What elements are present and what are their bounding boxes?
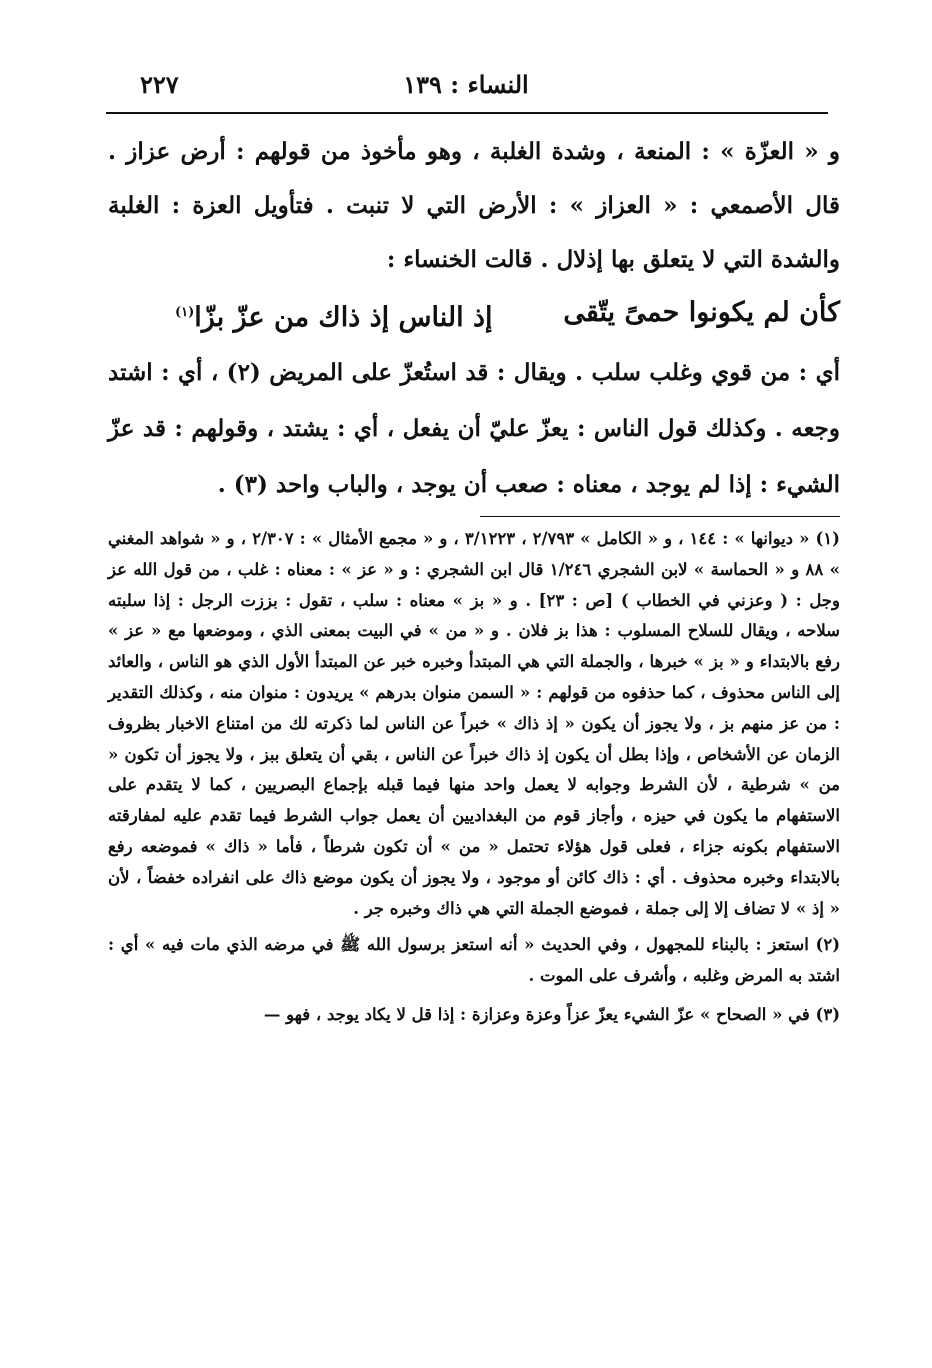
footnote-2: (٢) استعز : بالبناء للمجهول ، وفي الحديث « أنه استعز برسول الله ﷺ في مرضه الذي مات فيه » أي : اشتد به المرض وغلبه ، وأشرف على الموت .	[108, 935, 840, 986]
sura-reference: النساء : ١٣٩	[403, 70, 529, 99]
verse-hemistich-2-text: إذ الناس إذ ذاك من عزّ بزّا	[194, 302, 493, 333]
main-paragraph-1: و « العزّة » : المنعة ، وشدة الغلبة ، وهو مأخوذ من قولهم : أرض عزاز . قال الأصمعي : « العزاز » : الأرض التي لا تنبت . فتأويل العزة : الغلبة والشدة التي لا يتعلق بها إذلال . قالت الخنساء :	[108, 138, 840, 273]
footnotes	[108, 524, 840, 1031]
main-paragraph-2: أي : من قوي وغلب سلب . ويقال : قد استُعزّ على المريض (٢) ، أي : اشتد وجعه . وكذلك قول الناس : يعزّ عليّ أن يفعل ، أي : يشتد ، وقولهم : قد عزّ الشيء : إذا لم يوجد ، معناه : صعب أن يوجد ، والباب واحد (٣) .	[108, 359, 840, 498]
running-header	[105, 70, 827, 108]
verse-hemistich-1-text: كأن لم يكونوا حمىً يتّقى	[563, 297, 840, 328]
verse-footnote-ref: (١)	[175, 305, 195, 320]
main-text-top	[108, 125, 840, 287]
footnote-1: (١) « ديوانها » : ١٤٤ ، و « الكامل » ٢/٧٩٣ ، ٣/١٢٢٣ ، و « مجمع الأمثال » : ٢/٣٠٧ ، و « شواهد المغني » ٨٨ و « الحماسة » لابن الشجري ١/٢٤٦ قال ابن الشجري : و « عز » : معناه : غلب ، من قول الله عز وجل : ( وعزني في الخطاب ) [ص : ٢٣] . و « بز » معناه : سلب ، تقول : بززت الرجل : إذا سلبته سلاحه ، ويقال للسلاح المسلوب : هذا بز فلان . و « من » في البيت بمعنى الذي ، وموضعها مع « عز » رفع بالابتداء و « بز » خبرها ، والجملة التي هي المبتدأ وخبره خبر عن المبتدأ الأول الذي هو الناس ، والعائد إلى الناس محذوف ، كما حذفوه من قولهم : « السمن منوان بدرهم » يريدون : منوان منه ، وكذلك التقدير : من عز منهم بز ، ولا يجوز أن يكون « إذ ذاك » خبراً عن الناس لما ذكرته لك من امتناع الاخبار بظروف الزمان عن الأشخاص ، وإذا بطل أن يكون إذ ذاك خبراً عن الناس ، بقي أن يتعلق ببز ، ولا يجوز أن تكون « من » شرطية ، لأن الشرط وجوابه لا يعمل واحد منها فيما قبله بإجماع البصريين ، كما لا يتقدم على الاستفهام ما يكون في حيزه ، وأجاز قوم من البغداديين أن يعمل جواب الشرط فيما تقدم عليه لمفارقته الاستفهام بكونه جزاء ، فعلى قول هؤلاء تحتمل « من » أن تكون شرطاً ، فأما « ذاك » فموضعه رفع بالابتداء وخبره محذوف . أي : ذاك كائن أو موجود ، ولا يجوز أن يكون موضع ذاك على انفراده خفضاً ، لأن « إذ » لا تضاف إلا إلى جملة ، فموضع الجملة التي هي ذاك وخبره جر .	[108, 529, 840, 918]
footnote-3: (٣) في « الصحاح » عزّ الشيء يعزّ عزاً وعزة وعزازة : إذا قل لا يكاد يوجد ، فهو —	[263, 1004, 840, 1024]
page-number: ٢٢٧	[140, 70, 179, 99]
poetry-verse	[175, 288, 840, 338]
verse-hemistich-2	[175, 288, 493, 343]
header-rule	[106, 112, 828, 114]
main-text-bottom	[108, 345, 840, 513]
verse-hemistich-1	[563, 288, 840, 338]
footnote-rule	[480, 516, 840, 517]
